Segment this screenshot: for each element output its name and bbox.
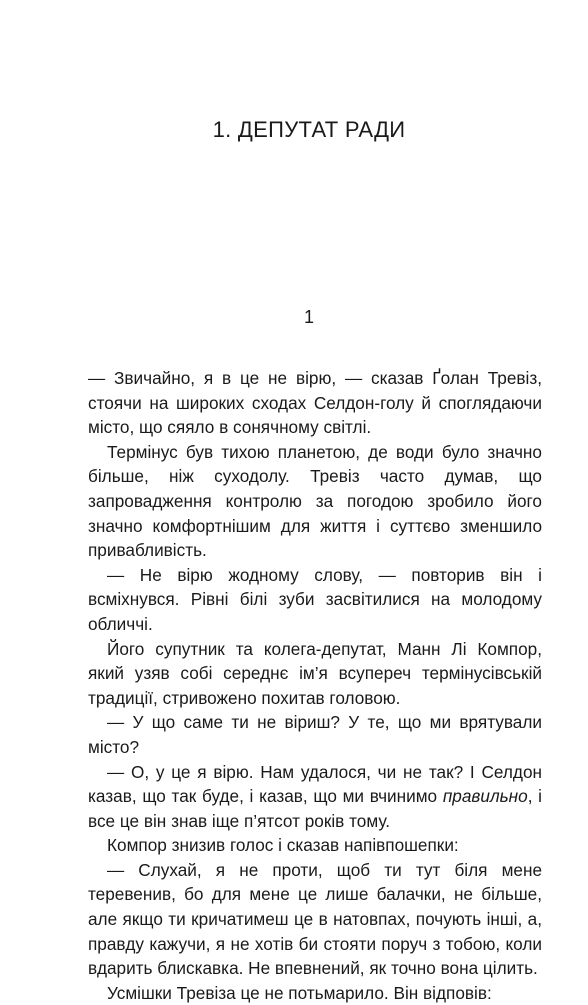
paragraph: Його супутник та колега-депутат, Манн Лі Компор, який узяв собі середнє ім’я всупереч термінусівській традиції, стривожено похитав головою. (88, 638, 542, 708)
paragraph (88, 760, 542, 834)
text-body (88, 366, 542, 1005)
chapter-title: 1. ДЕПУТАТ РАДИ (212, 117, 406, 142)
paragraph: Компор знизив голос і сказав напівпошепки: (107, 835, 459, 856)
paragraph-text: — О, у це я вірю. Нам удалося, чи не так? І Селдон казав, що так буде, і казав, що ми вчинимо (88, 761, 542, 807)
paragraph: — Не вірю жодному слову, — повторив він і всміхнувся. Рівні білі зуби засвітилися на молодому обличчі. (88, 564, 542, 634)
emphasized-word: правильно (442, 786, 528, 807)
paragraph: — Слухай, я не проти, щоб ти тут біля мене теревенив, бо для мене це лише балачки, не більше, але якщо ти кричатимеш це в натовпах, почують інші, а, правду кажучи, я не хотів би стояти поруч з тобою, коли вдарить блискавка. Не впевнений, як точно вона цілить. (88, 859, 542, 979)
section-number: 1 (303, 307, 314, 327)
paragraph-text: , і все це він знав іще п’ятсот років тому. (88, 786, 543, 831)
paragraph: Термінус був тихою планетою, де води було значно більше, ніж суходолу. Тревіз часто думав, що запровадження контролю за погодою зробило його значно комфортнішим для життя і суттєво зменшило привабливість. (88, 441, 542, 561)
paragraph: — Звичайно, я в це не вірю, — сказав Ґолан Тревіз, стоячи на широких сходах Селдон-голу й споглядаючи місто, що сяяло в сонячному світлі. (88, 368, 542, 438)
paragraph: Усмішки Тревіза це не потьмарило. Він відповів: (107, 982, 492, 1003)
paragraph: — У що саме ти не віриш? У те, що ми врятували місто? (88, 712, 542, 757)
